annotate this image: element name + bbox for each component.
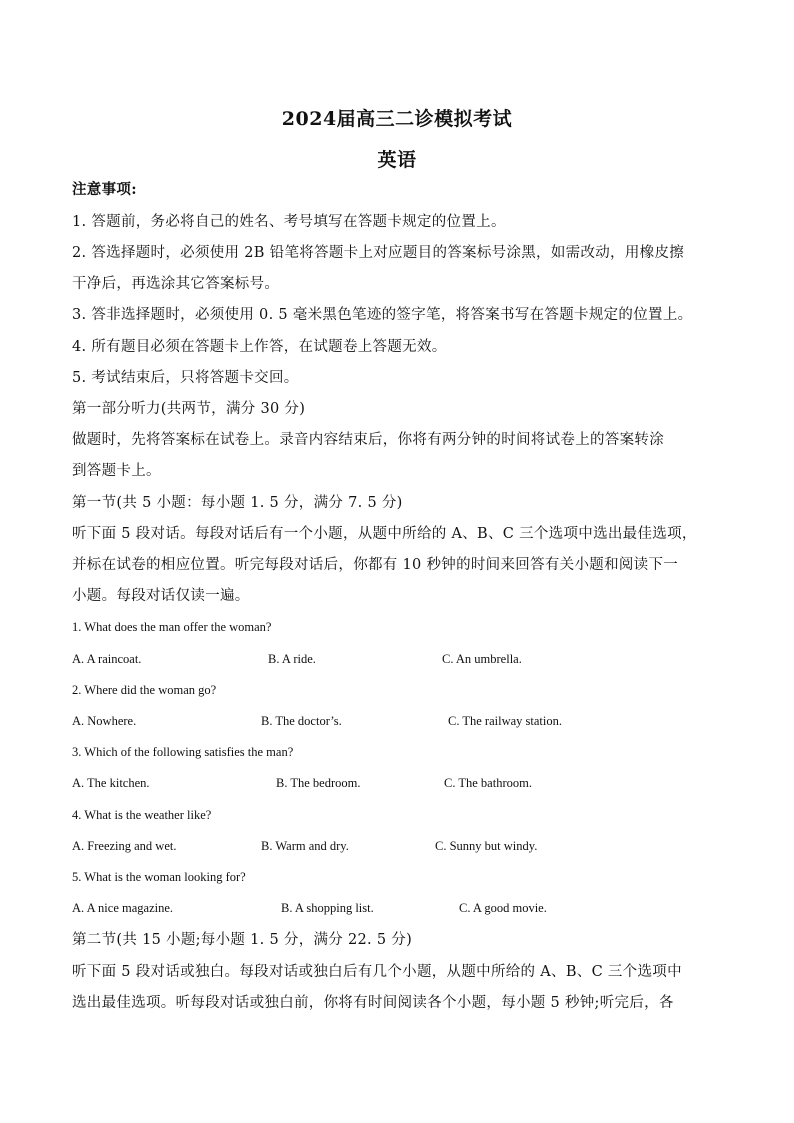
part1-intro: 到答题卡上。: [72, 463, 161, 479]
option-c: C. An umbrella.: [442, 652, 522, 666]
option-a: A. The kitchen.: [72, 776, 150, 790]
notice-item: 5. 考试结束后，只将答题卡交回。: [72, 370, 299, 386]
notice-item: 干净后，再选涂其它答案标号。: [72, 276, 280, 292]
option-a: A. A raincoat.: [72, 652, 142, 666]
option-c: C. The bathroom.: [444, 776, 532, 790]
option-a: A. Freezing and wet.: [72, 839, 177, 853]
subject-title: 英语: [377, 149, 417, 171]
section1-intro: 小题。每段对话仅读一遍。: [72, 588, 250, 604]
option-c: C. Sunny but windy.: [435, 839, 538, 853]
question-text: 3. Which of the following satisfies the man?: [72, 745, 294, 759]
section1-heading: 第一节(共 5 小题：每小题 1. 5 分，满分 7. 5 分): [72, 495, 403, 511]
option-b: B. The doctor’s.: [261, 714, 342, 728]
question-text: 1. What does the man offer the woman?: [72, 620, 272, 634]
question-text: 5. What is the woman looking for?: [72, 870, 246, 884]
option-a: A. Nowhere.: [72, 714, 137, 728]
option-a: A. A nice magazine.: [72, 901, 174, 915]
notice-item: 1. 答题前，务必将自己的姓名、考号填写在答题卡规定的位置上。: [72, 214, 506, 230]
option-b: B. A ride.: [268, 652, 316, 666]
option-b: B. The bedroom.: [276, 776, 361, 790]
notice-item: 3. 答非选择题时，必须使用 0. 5 毫米黑色笔迹的签字笔，将答案书写在答题卡规定的位置上。: [72, 307, 693, 323]
part1-intro: 做题时，先将答案标在试卷上。录音内容结束后，你将有两分钟的时间将试卷上的答案转涂: [72, 432, 664, 448]
question-text: 4. What is the weather like?: [72, 808, 212, 822]
option-b: B. A shopping list.: [281, 901, 374, 915]
option-c: C. The railway station.: [448, 714, 562, 728]
option-c: C. A good movie.: [459, 901, 547, 915]
section2-heading: 第二节(共 15 小题;每小题 1. 5 分，满分 22. 5 分): [72, 932, 413, 948]
notice-item: 4. 所有题目必须在答题卡上作答，在试题卷上答题无效。: [72, 339, 447, 355]
notice-item: 2. 答选择题时，必须使用 2B 铅笔将答题卡上对应题目的答案标号涂黑，如需改动，用橡皮擦: [72, 245, 685, 261]
question-text: 2. Where did the woman go?: [72, 683, 217, 697]
section2-intro: 听下面 5 段对话或独白。每段对话或独白后有几个小题，从题中所给的 A、B、C 三个选项中: [72, 964, 682, 980]
exam-title: 2024届高三二诊模拟考试: [281, 108, 513, 130]
section2-intro: 选出最佳选项。听每段对话或独白前，你将有时间阅读各个小题，每小题 5 秒钟;听完后，各: [72, 995, 674, 1011]
notice-heading: 注意事项:: [72, 181, 137, 198]
option-b: B. Warm and dry.: [261, 839, 349, 853]
part1-heading: 第一部分听力(共两节，满分 30 分): [72, 401, 306, 417]
section1-intro: 并标在试卷的相应位置。听完每段对话后，你都有 10 秒钟的时间来回答有关小题和阅读下一: [72, 557, 679, 573]
section1-intro: 听下面 5 段对话。每段对话后有一个小题，从题中所给的 A、B、C 三个选项中选出最佳选项，: [72, 526, 697, 542]
